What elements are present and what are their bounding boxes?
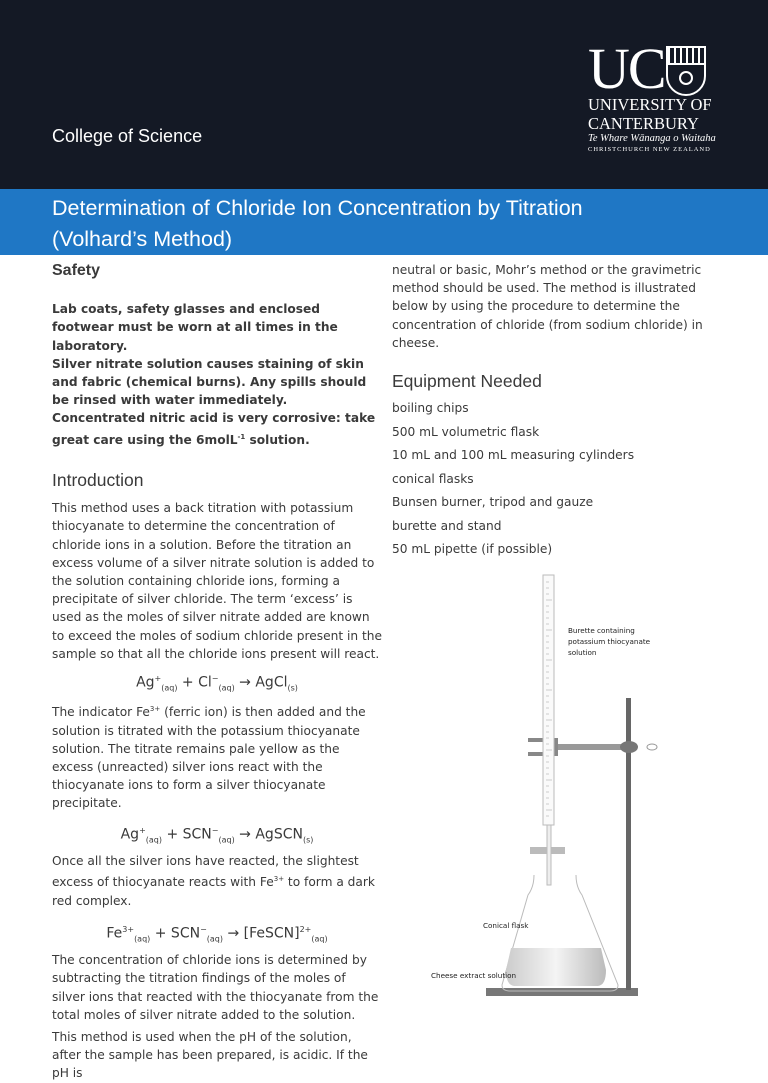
title-line2: (Volhard’s Method)	[52, 227, 233, 251]
intro-p4: The concentration of chloride ions is determined by subtracting the titration findings of the moles of silver ions that reacted with the thiocyanate from the total moles of silver nitrate added to the solution.	[52, 953, 379, 1022]
intro-p1: This method uses a back titration with potassium thiocyanate to determine the concentration of chloride ions in a solution. Before the titration an excess volume of a silver nitrate solution is added to the solution containing chloride ions, forming a precipitate of silver chloride. The term ‘excess’ is used as the moles of silver nitrate added are known to exceed the moles of sodium chloride present in the sample so that all the chloride ions present will react.	[52, 501, 382, 661]
intro-p2: The indicator $Fe^{3+}$ (ferric ion) is then added and the solution is titrated with the potassium thiocyanate solution. The titrate remains pale yellow as the excess (unreacted) silver ions react with the thiocyanate ions to form a silver thiocyanate precipitate.	[52, 705, 366, 811]
intro-p3: Once all the silver ions have reacted, the slightest excess of thiocyanate reacts with $Fe^{3+}$ to form a dark red complex.	[52, 854, 375, 908]
safety-p1: Lab coats, safety glasses and enclosed footwear must be worn at all times in the laboratory.	[52, 302, 338, 353]
logo-uc: UC	[588, 36, 665, 101]
safety-heading: Safety	[52, 262, 101, 279]
stand-base	[486, 988, 638, 996]
college-name: College of Science	[52, 126, 203, 146]
equipment-heading: Equipment Needed	[392, 371, 542, 392]
shield-icon	[666, 46, 706, 96]
equipment-item: 10 mL and 100 mL measuring cylinders	[392, 448, 635, 463]
right-p1: neutral or basic, Mohr’s method or the gravimetric method should be used. The method is illustrated below by using the procedure to determine the concentration of chloride (from sodium chloride) in cheese.	[392, 263, 703, 350]
logo-line2: CANTERBURY	[588, 114, 699, 133]
safety-p2: Silver nitrate solution causes staining of skin and fabric (chemical burns). Any spills should be rinsed with water immediately.	[52, 356, 367, 408]
intro-heading: Introduction	[52, 469, 144, 490]
equation-3: $Fe^{3+}_{(aq)} + SCN^-_{(aq)}$ → [FeSCN]$^{2+}_{(aq)}$	[106, 924, 328, 944]
equipment-item: 500 mL volumetric flask	[392, 424, 540, 439]
equipment-list	[392, 399, 722, 558]
titration-diagram	[400, 570, 760, 1024]
safety-text	[52, 300, 382, 449]
burette-tip	[547, 825, 551, 885]
equipment-item: 50 mL pipette (if possible)	[392, 542, 553, 557]
flask-label: Conical flask	[483, 921, 529, 930]
logo-line3: Te Whare Wānanga o Waitaha	[588, 133, 716, 144]
safety-p3: Concentrated nitric acid is very corrosive: take great care using the 6molL$^{-1}$ solution.	[52, 411, 376, 447]
boss-screw	[647, 744, 657, 750]
header-banner	[0, 0, 768, 189]
logo-line4: CHRISTCHURCH NEW ZEALAND	[588, 146, 711, 153]
left-column	[52, 262, 382, 1083]
equation-1: $Ag^+_{(aq)} + Cl^-_{(aq)}$ → AgCl$_{(s)}$	[136, 673, 298, 693]
title-line1: Determination of Chloride Ion Concentration by Titration	[52, 196, 583, 220]
equipment-item: boiling chips	[392, 401, 469, 416]
solution-label: Cheese extract solution	[431, 971, 517, 980]
cheese-extract-liquid	[506, 948, 606, 986]
university-logo	[588, 36, 716, 155]
burette-label: Burette containing potassium thiocyanate solution	[568, 626, 651, 657]
equipment-item: Bunsen burner, tripod and gauze	[392, 495, 594, 510]
right-column	[392, 261, 722, 564]
logo-line1: UNIVERSITY OF	[588, 95, 712, 114]
clamp-boss	[620, 741, 638, 753]
intro-p5: This method is used when the pH of the solution, after the sample has been prepared, is acidic. If the pH is	[52, 1030, 368, 1081]
equipment-item: conical flasks	[392, 471, 474, 486]
equipment-item: burette and stand	[392, 518, 502, 533]
equation-2: $Ag^+_{(aq)} + SCN^-_{(aq)}$ → AgSCN$_{(s)}$	[120, 825, 314, 845]
page-title	[52, 193, 583, 255]
